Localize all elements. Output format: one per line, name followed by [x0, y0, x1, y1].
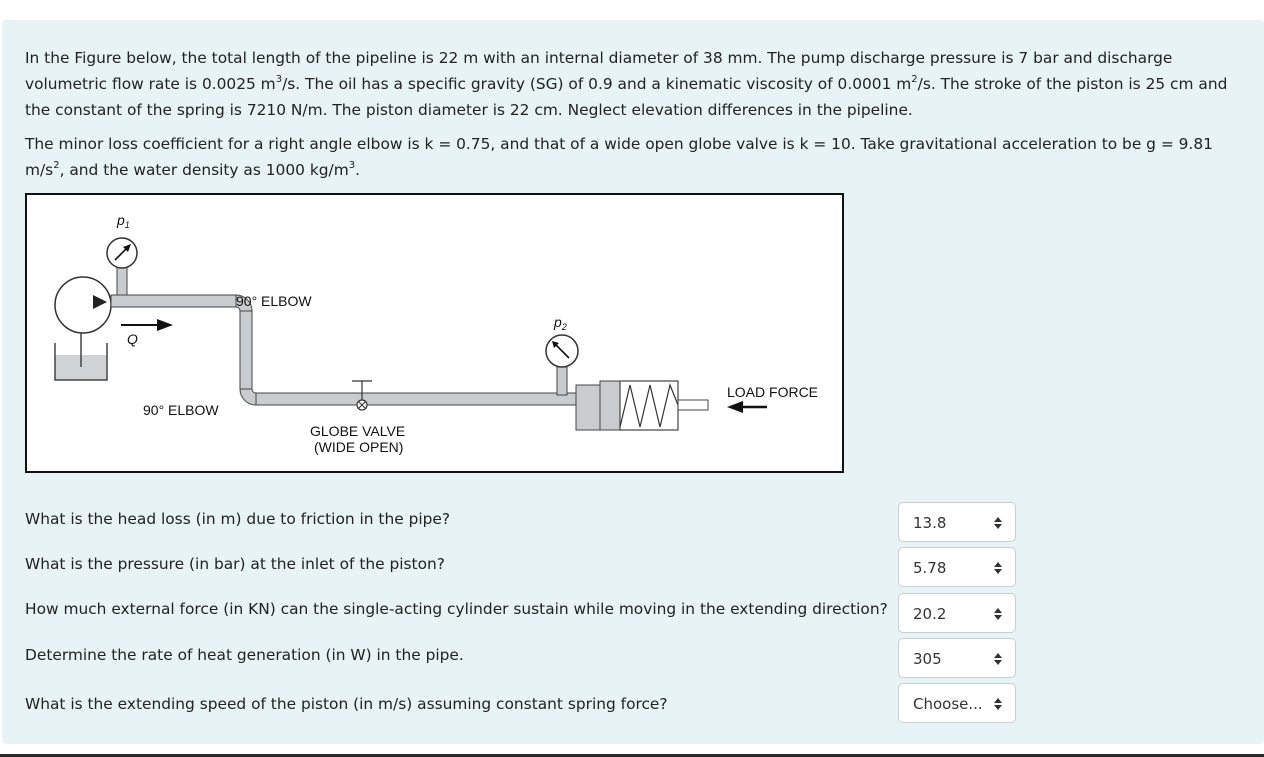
question-text: Determine the rate of heat generation (in W) in the pipe. [25, 646, 464, 664]
intro-text: . [355, 161, 360, 179]
question-text: What is the head loss (in m) due to friction in the pipe? [25, 510, 451, 528]
answer-select[interactable] [898, 502, 1016, 542]
answer-select[interactable] [898, 593, 1016, 633]
cylinder-end [576, 385, 600, 430]
load-force-label: LOAD FORCE [727, 384, 819, 400]
piston [600, 381, 620, 430]
hydraulic-circuit-figure [25, 193, 844, 473]
pump-icon [55, 277, 111, 333]
intro-text: , and the water density as 1000 kg/m [59, 161, 349, 179]
intro-text: The minor loss coefficient for a right angle elbow is k = 0.75, and that of a wide open globe valve is k = 10. Take gravitational acceleration to be g = 9.81 m/s [25, 135, 1213, 179]
globe-valve-label: GLOBE VALVE [310, 423, 406, 439]
intro-text: /s. The oil has a specific gravity (SG) of 0.9 and a kinematic viscosity of 0.0001 m [282, 75, 912, 93]
question-text: What is the extending speed of the piston (in m/s) assuming constant spring force? [25, 695, 668, 713]
superscript: 3 [348, 159, 356, 171]
superscript: 2 [53, 159, 60, 171]
circuit-diagram [27, 195, 842, 471]
piston-rod [678, 400, 708, 410]
answer-value: Choose... [913, 695, 983, 713]
p1-label: $p_1$ [117, 212, 130, 230]
answer-value: 13.8 [913, 514, 947, 532]
intro-paragraph-1 [25, 45, 1240, 123]
superscript: 2 [911, 73, 918, 85]
superscript: 3 [275, 73, 283, 85]
elbow-top-label: 90° ELBOW [236, 293, 312, 309]
answer-select[interactable] [898, 547, 1016, 587]
up-down-arrows-icon [993, 684, 1003, 741]
elbow-bottom-label: 90° ELBOW [143, 402, 219, 418]
intro-text: /s. The stroke of the piston is 25 cm and the constant of the spring is 7210 N/m. The piston diameter is 22 cm. Neglect elevation differences in the pipeline. [25, 75, 1228, 119]
answer-select[interactable] [898, 683, 1016, 723]
answer-value: 5.78 [913, 559, 947, 577]
pipe-segment [111, 295, 236, 307]
elbow-bottom [240, 389, 256, 405]
question-text: What is the pressure (in bar) at the inlet of the piston? [25, 555, 445, 573]
q-label: Q [127, 331, 138, 347]
answer-select[interactable] [898, 638, 1016, 678]
p2-label: $p_2$ [554, 314, 567, 332]
gauge-stem [557, 367, 567, 395]
answer-value: 305 [913, 650, 942, 668]
pipe-segment [240, 311, 252, 389]
intro-text: In the Figure below, the total length of the pipeline is 22 m with an internal diameter of 38 mm. The pump discharge pressure is 7 bar and discharge volumetric flow rate is 0.0025 m [25, 49, 1173, 93]
globe-valve-label: (WIDE OPEN) [314, 439, 404, 455]
question-text: How much external force (in KN) can the single-acting cylinder sustain while moving in the extending direction? [25, 600, 888, 618]
pipe-segment [256, 393, 576, 405]
intro-paragraph-2 [25, 131, 1240, 183]
answer-value: 20.2 [913, 605, 947, 623]
